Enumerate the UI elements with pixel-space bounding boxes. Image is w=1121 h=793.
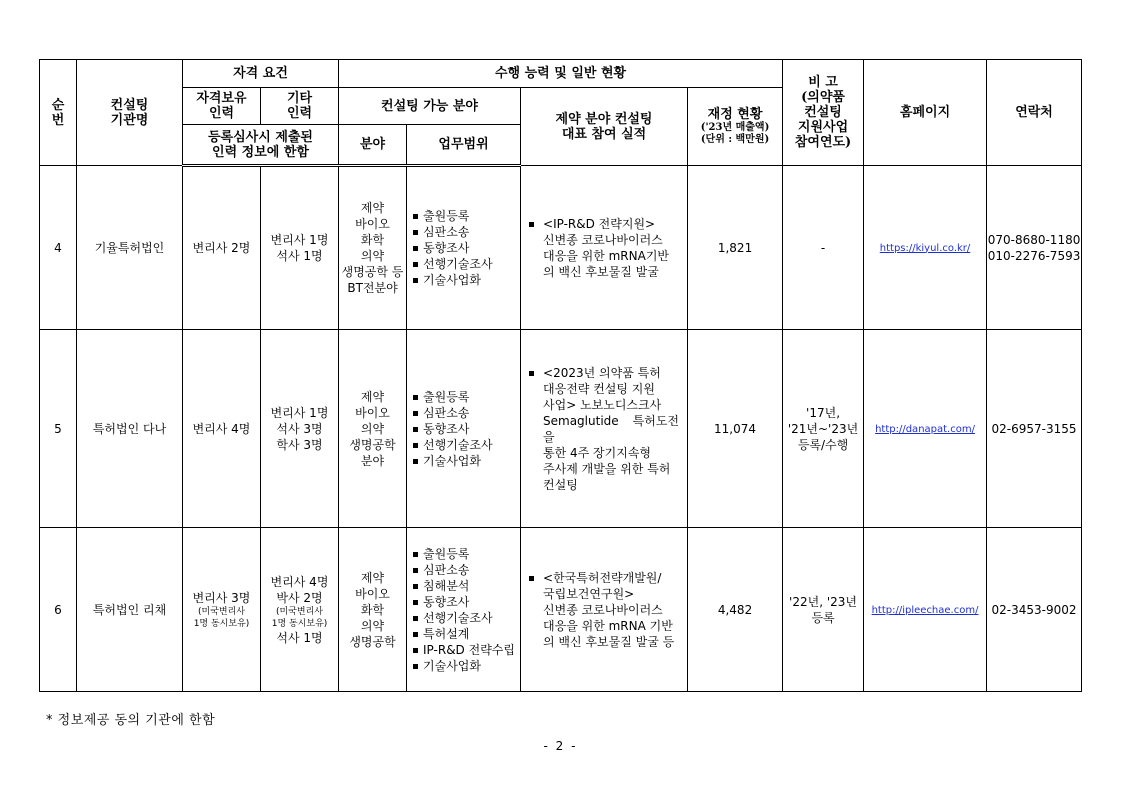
text-line: 신변종 코로나바이러스: [543, 602, 663, 617]
row-scope: [407, 166, 521, 330]
header-seq: [40, 60, 77, 166]
footnote: * 정보제공 동의 기관에 한함: [46, 713, 216, 728]
text-line: '22년, '23년: [789, 594, 857, 609]
row-performance: [521, 330, 688, 528]
text-line: (미국변리사: [198, 606, 245, 617]
text-line: 화학: [360, 602, 385, 617]
text-line: (의약품: [801, 90, 845, 105]
text-line: 제약: [360, 389, 385, 404]
scope-item: 동향조사: [413, 594, 520, 610]
row-homepage: [864, 330, 987, 528]
text-line: 국립보건연구원>: [543, 586, 635, 601]
text-line: 대응을 위한 mRNA 기반: [543, 618, 673, 633]
text-line: 제약: [360, 201, 385, 215]
scope-item: IP-R&D 전략수립: [413, 642, 520, 658]
text-line: 등록: [811, 610, 835, 625]
text-line: 02-6957-3155: [991, 421, 1077, 436]
text-line: ('23년 매출액): [700, 122, 770, 133]
scope-item: 침해분석: [413, 578, 520, 594]
text-line: 등록/수행: [797, 437, 849, 452]
text-line: (단위 : 백만원): [700, 134, 770, 145]
text-line: 의 백신 후보물질 발굴 등: [543, 634, 675, 649]
row-org-name: 특허법인 다나: [77, 330, 183, 528]
scope-item: 심판소송: [413, 224, 520, 240]
scope-item: 출원등록: [413, 546, 520, 562]
scope-item: 기술사업화: [413, 453, 520, 469]
text-line: 통한 4주 장기지속형: [543, 445, 652, 460]
text-line: 변리사 1명: [270, 405, 329, 420]
text-line: '17년,: [806, 405, 841, 420]
row-contact: [987, 166, 1082, 330]
text-line: 박사 2명: [276, 590, 323, 605]
text-line: 학사 3명: [276, 437, 323, 452]
text-line: 신변종 코로나바이러스: [543, 232, 663, 247]
scope-item: 기술사업화: [413, 658, 520, 674]
text-line: 참여연도): [794, 135, 852, 150]
row-homepage: [864, 166, 987, 330]
row-remark: [783, 330, 864, 528]
homepage-link[interactable]: https://kiyul.co.kr/: [879, 242, 971, 254]
row-certified: [183, 528, 261, 692]
row-seq: 4: [40, 166, 77, 330]
text-line: 생명공학: [349, 437, 396, 452]
text-line: 인력: [208, 106, 235, 121]
scope-item: 선행기술조사: [413, 437, 520, 453]
text-line: 바이오: [355, 405, 390, 420]
row-area: [339, 166, 407, 330]
row-finance: 1,821: [688, 166, 783, 330]
scope-item: 동향조사: [413, 421, 520, 437]
text-line: BT전분야: [347, 281, 398, 295]
header-perf-finance: 재정 현황 ('23년 매출액) (단위 : 백만원): [688, 88, 783, 166]
text-line: 070-8680-1180: [987, 232, 1081, 247]
homepage-link[interactable]: http://ipleechae.com/: [871, 604, 979, 616]
header-homepage: 홈페이지: [864, 60, 987, 166]
text-line: 변리사 2명: [192, 241, 251, 255]
text-line: 010-2276-7593: [987, 248, 1081, 263]
row-area: [339, 330, 407, 528]
text-line: 변리사 4명: [192, 421, 251, 436]
scope-item: 동향조사: [413, 240, 520, 256]
table-row: [40, 528, 1082, 692]
row-certified: [183, 330, 261, 528]
page-number: - 2 -: [543, 739, 578, 753]
row-seq: 5: [40, 330, 77, 528]
header-org: [77, 60, 183, 166]
scope-item: 심판소송: [413, 405, 520, 421]
header-perf: 수행 능력 및 일반 현황: [339, 60, 783, 88]
scope-item: 기술사업화: [413, 272, 520, 288]
text-line: 제약: [360, 570, 385, 585]
scope-item: 특허설계: [413, 626, 520, 642]
text-line: <2023년 의약품 특허: [543, 365, 661, 380]
header-qual-cert: [183, 88, 261, 125]
row-contact: [987, 330, 1082, 528]
text-line: '21년~'23년: [787, 421, 859, 436]
text-line: 제약 분야 컨설팅: [555, 111, 653, 127]
header-perf-area: 분야: [339, 125, 407, 166]
scope-item: 선행기술조사: [413, 256, 520, 272]
text-line: 등록심사시 제출된: [208, 129, 313, 145]
text-line: 화학: [360, 233, 385, 247]
row-scope: [407, 330, 521, 528]
text-line: <IP-R&D 전략지원>: [543, 216, 656, 231]
text-line: 비 고: [808, 75, 838, 90]
text-line: 기타: [286, 91, 313, 106]
header-perf-field: 컨설팅 가능 분야: [339, 88, 521, 125]
text-line: <한국특허전략개발원/: [543, 570, 662, 585]
header-qual-other: [261, 88, 339, 125]
row-performance: [521, 528, 688, 692]
header-remark: [783, 60, 864, 166]
text-line: 컨설팅: [543, 477, 578, 492]
scope-item: 선행기술조사: [413, 610, 520, 626]
text-line: 석사 1명: [276, 249, 323, 263]
row-remark: [783, 528, 864, 692]
row-performance: [521, 166, 688, 330]
row-other: [261, 528, 339, 692]
text-line: 생명공학: [349, 634, 396, 649]
text-line: 바이오: [355, 217, 390, 231]
row-remark: [783, 166, 864, 330]
text-line: 순: [51, 97, 65, 113]
text-line: 1명 동시보유): [271, 618, 328, 629]
text-line: 1명 동시보유): [193, 618, 250, 629]
text-line: 지원사업: [797, 120, 849, 135]
text-line: 변리사 3명: [192, 590, 251, 605]
text-line: 바이오: [355, 586, 390, 601]
text-line: 컨설팅: [804, 105, 842, 120]
text-line: 석사 1명: [276, 630, 323, 645]
row-org-name: 특허법인 리채: [77, 528, 183, 692]
text-line: 대응전략 컨설팅 지원: [543, 381, 655, 396]
row-contact: [987, 528, 1082, 692]
header-perf-scope: 업무범위: [407, 125, 521, 166]
header-qual-note: [183, 125, 339, 166]
text-line: 석사 3명: [276, 421, 323, 436]
text-line: -: [820, 240, 826, 255]
row-area: [339, 528, 407, 692]
homepage-link[interactable]: http://danapat.com/: [875, 423, 975, 435]
header-qual: 자격 요건: [183, 60, 339, 88]
text-line: 생명공학 등: [341, 265, 404, 279]
row-homepage: [864, 528, 987, 692]
text-line: Semaglutide 특허도전을: [543, 413, 680, 444]
row-other: [261, 330, 339, 528]
text-line: 02-3453-9002: [991, 602, 1077, 617]
text-line: 변리사 4명: [270, 574, 329, 589]
row-scope: [407, 528, 521, 692]
header-contact: 연락처: [987, 60, 1082, 166]
table-row: [40, 166, 1082, 330]
text-line: 대표 참여 실적: [561, 126, 647, 142]
text-line: 인력: [286, 106, 313, 121]
text-line: 컨설팅: [110, 97, 149, 113]
text-line: 변리사 1명: [270, 233, 329, 247]
table-row: [40, 330, 1082, 528]
text-line: 분야: [360, 453, 385, 468]
text-line: 대응을 위한 mRNA기반: [543, 248, 670, 263]
scope-item: 심판소송: [413, 562, 520, 578]
row-certified: [183, 166, 261, 330]
text-line: 사업> 노보노디스크사: [543, 397, 662, 412]
row-finance: 11,074: [688, 330, 783, 528]
row-other: [261, 166, 339, 330]
scope-item: 출원등록: [413, 208, 520, 224]
header-perf-pharma: [521, 88, 688, 166]
text-line: 의약: [360, 249, 385, 263]
text-line: 의 백신 후보물질 발굴: [543, 264, 659, 279]
text-line: 기관명: [110, 112, 149, 128]
text-line: 의약: [360, 618, 385, 633]
row-org-name: 기율특허법인: [77, 166, 183, 330]
row-finance: 4,482: [688, 528, 783, 692]
scope-item: 출원등록: [413, 389, 520, 405]
text-line: (미국변리사: [276, 606, 323, 617]
text-line: 인력 정보에 한함: [212, 144, 309, 160]
text-line: 자격보유: [196, 91, 247, 106]
text-line: 의약: [360, 421, 385, 436]
consulting-table: [39, 59, 1082, 692]
row-seq: 6: [40, 528, 77, 692]
text-line: 주사제 개발을 위한 특허: [543, 461, 671, 476]
text-line: 번: [51, 112, 65, 128]
